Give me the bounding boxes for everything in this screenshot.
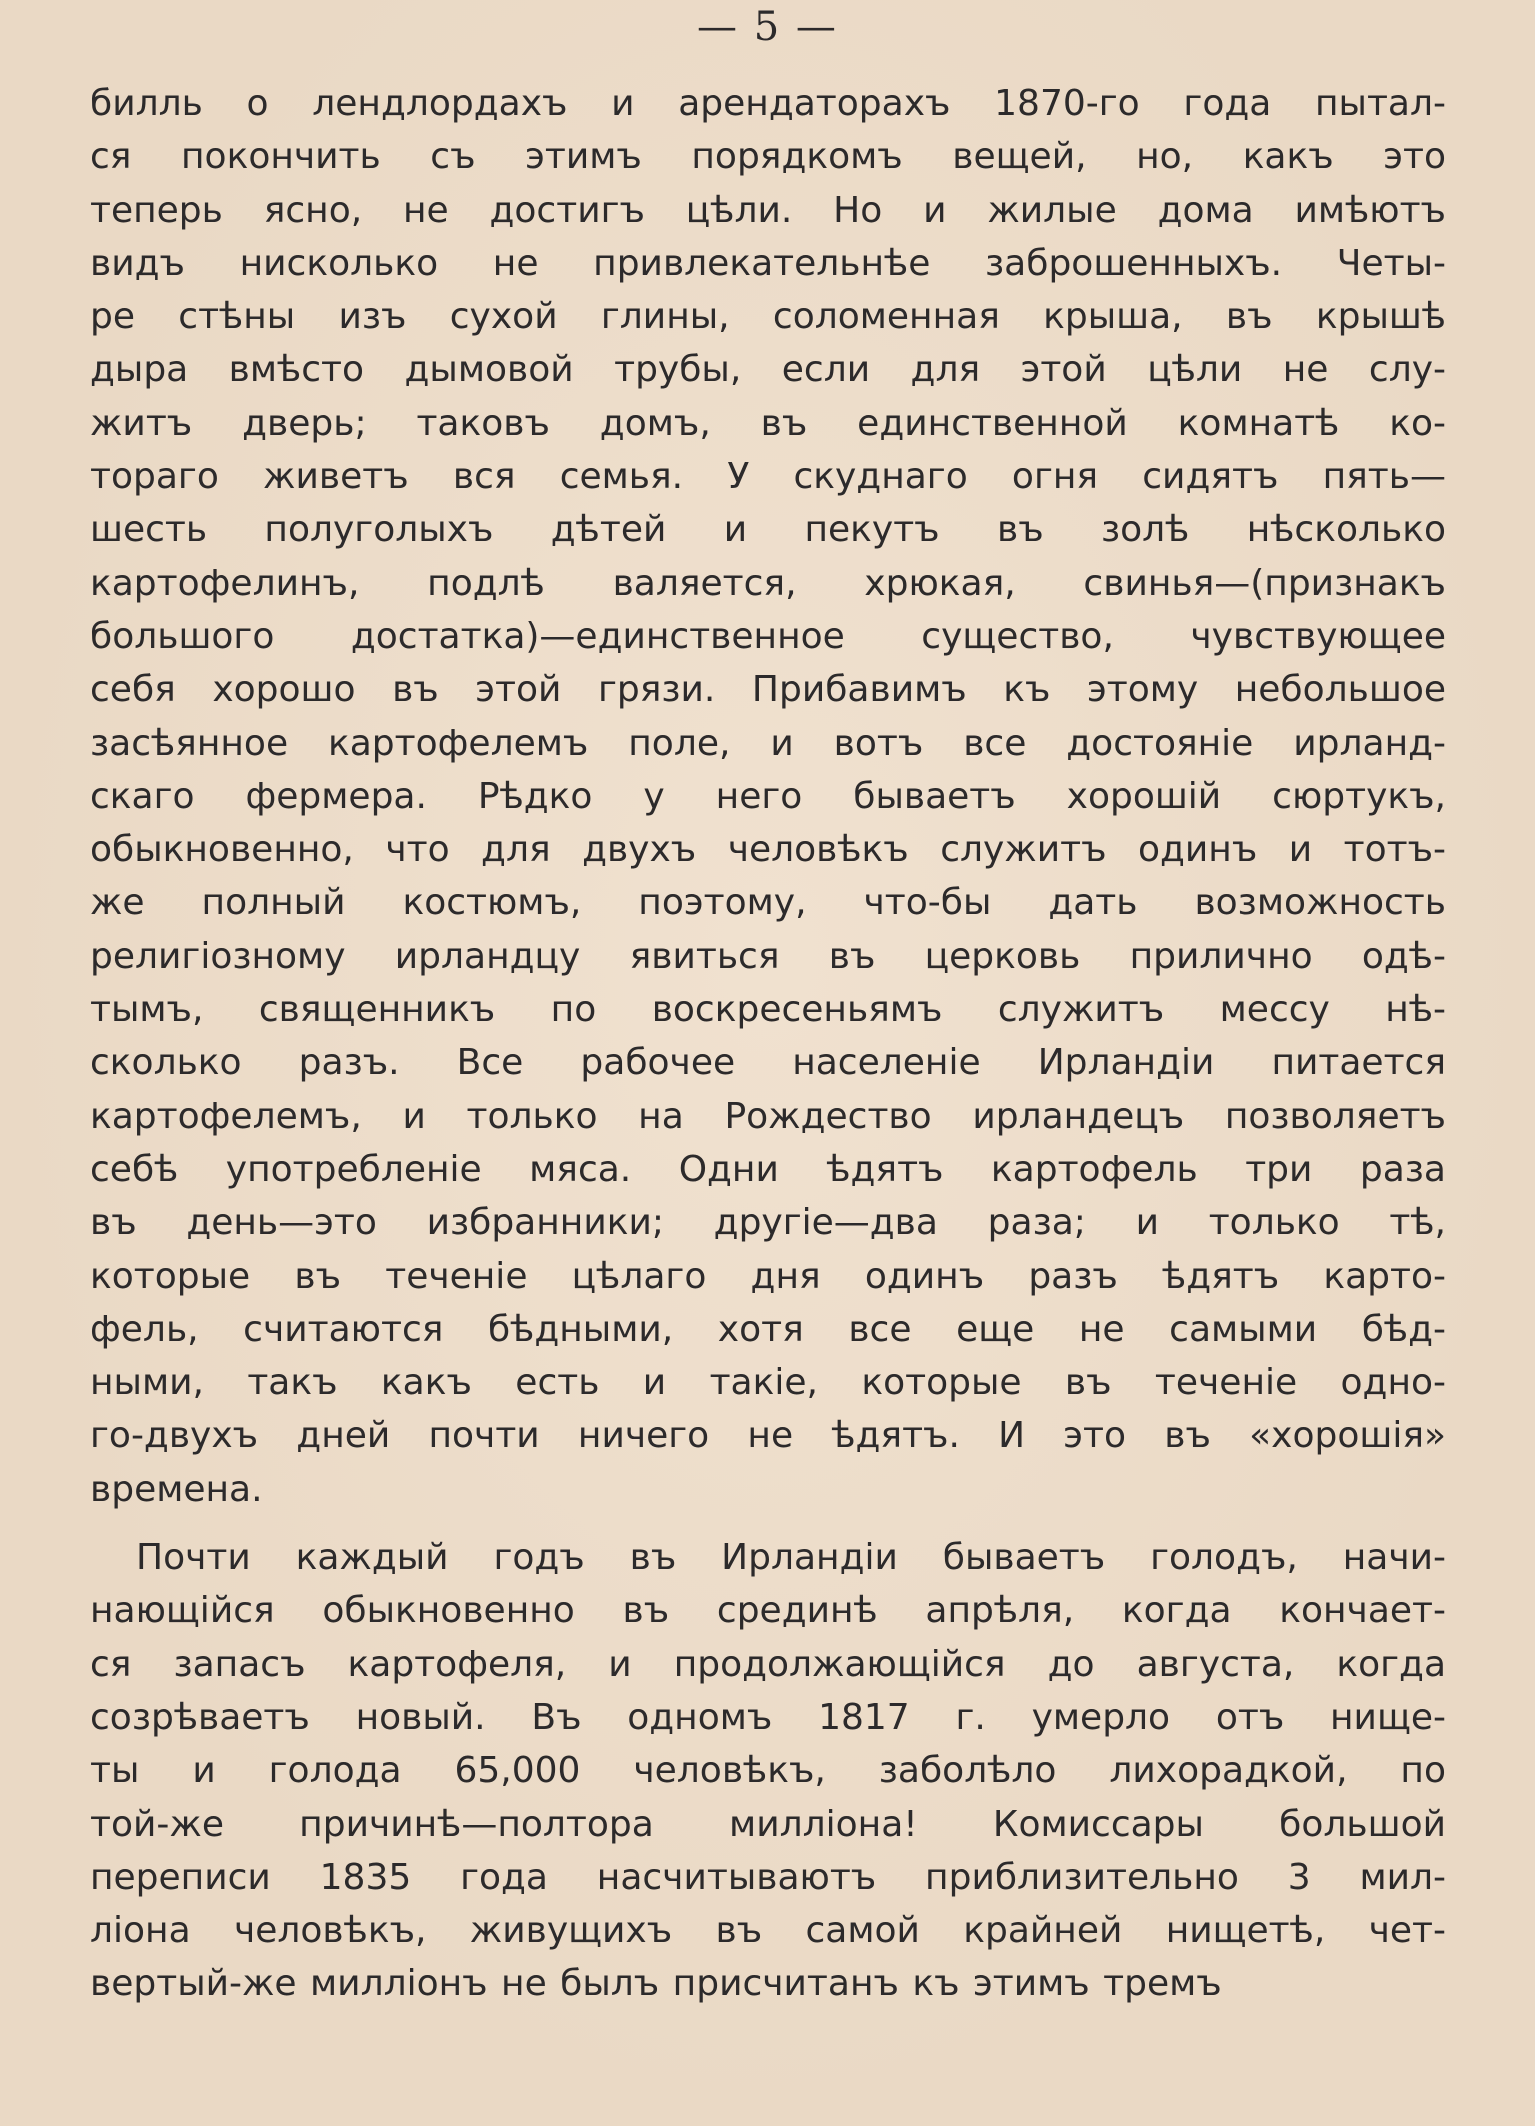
text-line: ре стѣны изъ сухой глины, соломенная крыша, въ крышѣ	[90, 296, 1446, 338]
text-line: картофелинъ, подлѣ валяется, хрюкая, свинья—(признакъ	[90, 562, 1446, 604]
text-line: го-двухъ дней почти ничего не ѣдятъ. И это въ «хорошія»	[90, 1415, 1446, 1457]
paragraph-spacer	[90, 1516, 1446, 1531]
paragraph-2	[90, 1531, 1446, 2011]
text-line: себѣ употребленіе мяса. Одни ѣдятъ картофель три раза	[90, 1148, 1446, 1190]
text-line: вертый-же милліонъ не былъ присчитанъ къ этимъ тремъ	[90, 1963, 1222, 2005]
text-line: ся запасъ картофеля, и продолжающійся до августа, когда	[90, 1643, 1446, 1685]
page-number: — 5 —	[697, 4, 838, 50]
text-line: большого достатка)—единственное существо, чувствующее	[90, 615, 1446, 657]
text-line: засѣянное картофелемъ поле, и вотъ все достояніе ирланд-	[90, 722, 1446, 764]
text-line: созрѣваетъ новый. Въ одномъ 1817 г. умерло отъ нище-	[90, 1696, 1446, 1738]
text-line: ся покончить съ этимъ порядкомъ вещей, но, какъ это	[90, 136, 1446, 178]
text-line: фель, считаются бѣдными, хотя все еще не самыми бѣд-	[90, 1308, 1446, 1350]
text-line: дыра вмѣсто дымовой трубы, если для этой цѣли не слу-	[90, 349, 1446, 391]
text-line: той-же причинѣ—полтора милліона! Комиссары большой	[90, 1803, 1446, 1845]
text-line: шесть полуголыхъ дѣтей и пекутъ въ золѣ нѣсколько	[90, 509, 1446, 551]
text-line: ными, такъ какъ есть и такіе, которые въ теченіе одно-	[90, 1362, 1446, 1404]
body-text	[90, 77, 1446, 2011]
text-line: себя хорошо въ этой грязи. Прибавимъ къ этому небольшое	[90, 669, 1446, 711]
text-line: религіозному ирландцу явиться въ церковь прилично одѣ-	[90, 935, 1446, 977]
text-line: въ день—это избранники; другіе—два раза; и только тѣ,	[90, 1202, 1446, 1244]
text-line: ліона человѣкъ, живущихъ въ самой крайней нищетѣ, чет-	[90, 1910, 1446, 1952]
text-line: ты и голода 65,000 человѣкъ, заболѣло лихорадкой, по	[90, 1750, 1446, 1792]
text-line: житъ дверь; таковъ домъ, въ единственной комнатѣ ко-	[90, 402, 1446, 444]
text-line: Почти каждый годъ въ Ирландіи бываетъ голодъ, начи-	[136, 1537, 1446, 1579]
text-line: нающійся обыкновенно въ срединѣ апрѣля, когда кончает-	[90, 1590, 1446, 1632]
text-line: обыкновенно, что для двухъ человѣкъ служитъ одинъ и тотъ-	[90, 829, 1446, 871]
text-line: которые въ теченіе цѣлаго дня одинъ разъ ѣдятъ карто-	[90, 1255, 1446, 1297]
text-line: теперь ясно, не достигъ цѣли. Но и жилые дома имѣютъ	[90, 189, 1446, 231]
text-line: тораго живетъ вся семья. У скуднаго огня сидятъ пять—	[90, 456, 1446, 498]
text-line: времена.	[90, 1468, 263, 1510]
text-line: билль о лендлордахъ и арендаторахъ 1870-го года пытал-	[90, 83, 1446, 124]
text-line: сколько разъ. Все рабочее населеніе Ирландіи питается	[90, 1042, 1446, 1084]
paragraph-1	[90, 77, 1446, 1516]
text-line: картофелемъ, и только на Рождество ирландецъ позволяетъ	[90, 1095, 1446, 1137]
text-line: тымъ, священникъ по воскресеньямъ служитъ мессу нѣ-	[90, 989, 1446, 1031]
text-line: видъ нисколько не привлекательнѣе заброшенныхъ. Четы-	[90, 242, 1446, 284]
text-line: переписи 1835 года насчитываютъ приблизительно 3 мил-	[90, 1856, 1446, 1898]
text-line: скаго фермера. Рѣдко у него бываетъ хорошій сюртукъ,	[90, 775, 1446, 817]
text-line: же полный костюмъ, поэтому, что-бы дать возможность	[90, 882, 1446, 924]
